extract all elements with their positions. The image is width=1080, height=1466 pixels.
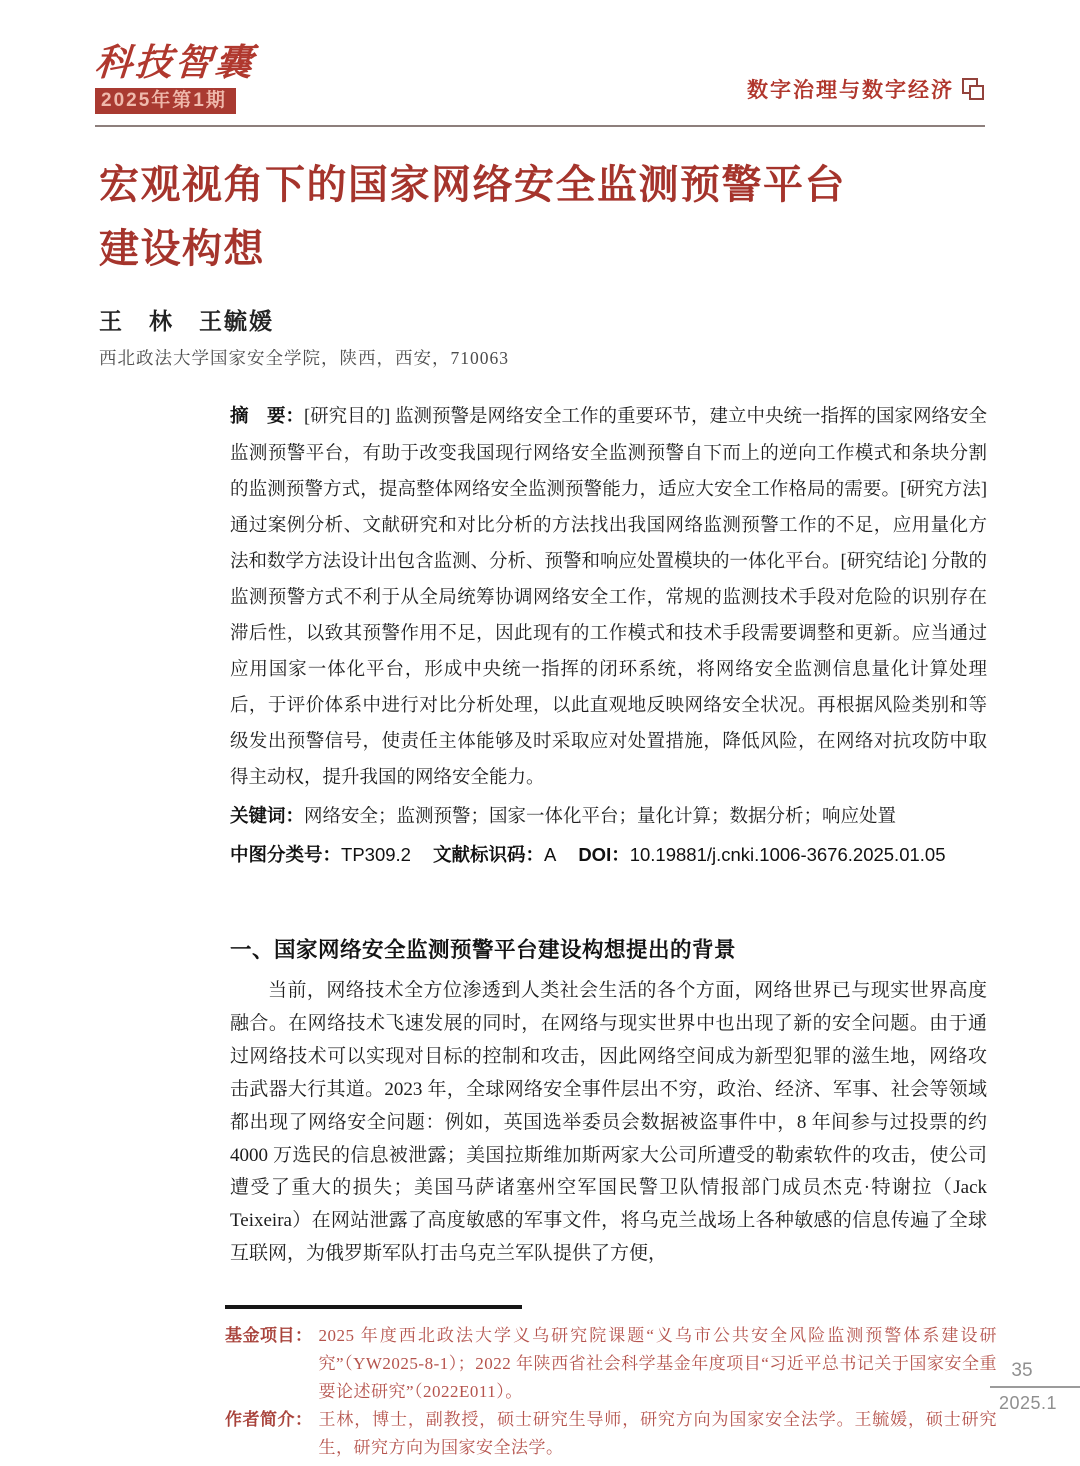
- affiliation: 西北政法大学国家安全学院，陕西，西安，710063: [99, 348, 509, 369]
- article-title-line1: 宏观视角下的国家网络安全监测预警平台: [99, 163, 846, 208]
- doc-code-value: A: [543, 844, 557, 866]
- author-bio-row: [225, 1406, 997, 1462]
- keywords-line: [230, 798, 987, 835]
- footer-divider: [990, 1386, 1080, 1388]
- author-bio-label: 作者简介：: [225, 1410, 313, 1430]
- overlap-square-front: [969, 85, 984, 100]
- clc-value: TP309.2: [341, 844, 411, 866]
- page-number: 35: [1011, 1360, 1033, 1381]
- footnote-divider: [225, 1305, 522, 1309]
- column-title: 数字治理与数字经济: [747, 79, 954, 103]
- page-header: [95, 42, 985, 114]
- classification-line: [230, 837, 987, 873]
- fund-content: 2025 年度西北政法大学义乌研究院课题“义乌市公共安全风险监测预警体系建设研究”（YW2025-8-1）；2022 年陕西省社会科学基金年度项目“习近平总书记关于国家安全重要论述研究”（2022E011）。: [318, 1325, 997, 1402]
- abstract-block: [230, 398, 987, 873]
- abstract-content: [研究目的] 监测预警是网络安全工作的重要环节，建立中央统一指挥的国家网络安全监测预警平台，有助于改变我国现行网络安全监测预警自下而上的逆向工作模式和条块分割的监测预警方式，提高整体网络安全监测预警能力，适应大安全工作格局的需要。[研究方法] 通过案例分析、文献研究和对比分析的方法找出我国网络监测预警工作的不足，应用量化方法和数学方法设计出包含监测、分析、预警和响应处置模块的一体化平台。[研究结论] 分散的监测预警方式不利于从全局统筹协调网络安全工作，常规的监测技术手段对危险的识别存在滞后性，以致其预警作用不足，因此现有的工作模式和技术手段需要调整和更新。应当通过应用国家一体化平台，形成中央统一指挥的闭环系统，将网络安全监测信息量化计算处理后，于评价体系中进行对比分析处理，以此直观地反映网络安全状况。再根据风险类别和等级发出预警信号，使责任主体能够及时采取应对处置措施，降低风险，在网络对抗攻防中取得主动权，提升我国的网络安全能力。: [230, 407, 987, 789]
- footer-issue: 2025.1: [998, 1393, 1058, 1413]
- issue-badge: 2025年第1期: [95, 88, 236, 115]
- fund-row: [225, 1322, 997, 1406]
- article-title-line2: 建设构想: [99, 227, 265, 272]
- journal-brand: [95, 42, 255, 114]
- section-background: [230, 933, 987, 1271]
- footnotes: [225, 1305, 997, 1462]
- header-divider: [95, 125, 985, 127]
- section-heading: 一、国家网络安全监测预警平台建设构想提出的背景: [230, 938, 737, 963]
- keywords-content: 网络安全；监测预警；国家一体化平台；量化计算；数据分析；响应处置: [304, 807, 897, 828]
- fund-label: 基金项目：: [225, 1325, 313, 1345]
- doi-label: DOI：: [578, 844, 630, 866]
- column-header: [747, 74, 985, 114]
- abstract-paragraph: [230, 398, 987, 796]
- overlap-squares-icon: [961, 77, 985, 101]
- article-title: [99, 153, 985, 281]
- keywords-label: 关键词：: [230, 805, 305, 827]
- journal-logo: 科技智囊: [93, 40, 257, 84]
- authors: 王 林 王毓媛: [99, 308, 274, 335]
- doi-value: 10.19881/j.cnki.1006-3676.2025.01.05: [629, 844, 946, 866]
- page-footer: [990, 1360, 1080, 1414]
- author-bio-content: 王林，博士，副教授，硕士研究生导师，研究方向为国家安全法学。王毓媛，硕士研究生，研究方向为国家安全法学。: [318, 1410, 997, 1458]
- abstract-label: 摘 要：: [230, 405, 305, 427]
- clc-label: 中图分类号：: [230, 844, 342, 866]
- section-paragraph: 当前，网络技术全方位渗透到人类社会生活的各个方面，网络世界已与现实世界高度融合。在网络技术飞速发展的同时，在网络与现实世界中也出现了新的安全问题。由于通过网络技术可以实现对目标的控制和攻击，因此网络空间成为新型犯罪的滋生地，网络攻击武器大行其道。2023 年，全球网络安全事件层出不穷，政治、经济、军事、社会等领域都出现了网络安全问题：例如，英国选举委员会数据被盗事件中，8 年间参与过投票的约 4000 万选民的信息被泄露；美国拉斯维加斯两家大公司所遭受的勒索软件的攻击，使公司遭受了重大的损失；美国马萨诸塞州空军国民警卫队情报部门成员杰克·特谢拉（Jack Teixeira）在网站泄露了高度敏感的军事文件，将乌克兰战场上各种敏感的信息传遍了全球互联网，为俄罗斯军队打击乌克兰军队提供了方便，: [230, 980, 987, 1265]
- doc-code-label: 文献标识码：: [432, 844, 544, 866]
